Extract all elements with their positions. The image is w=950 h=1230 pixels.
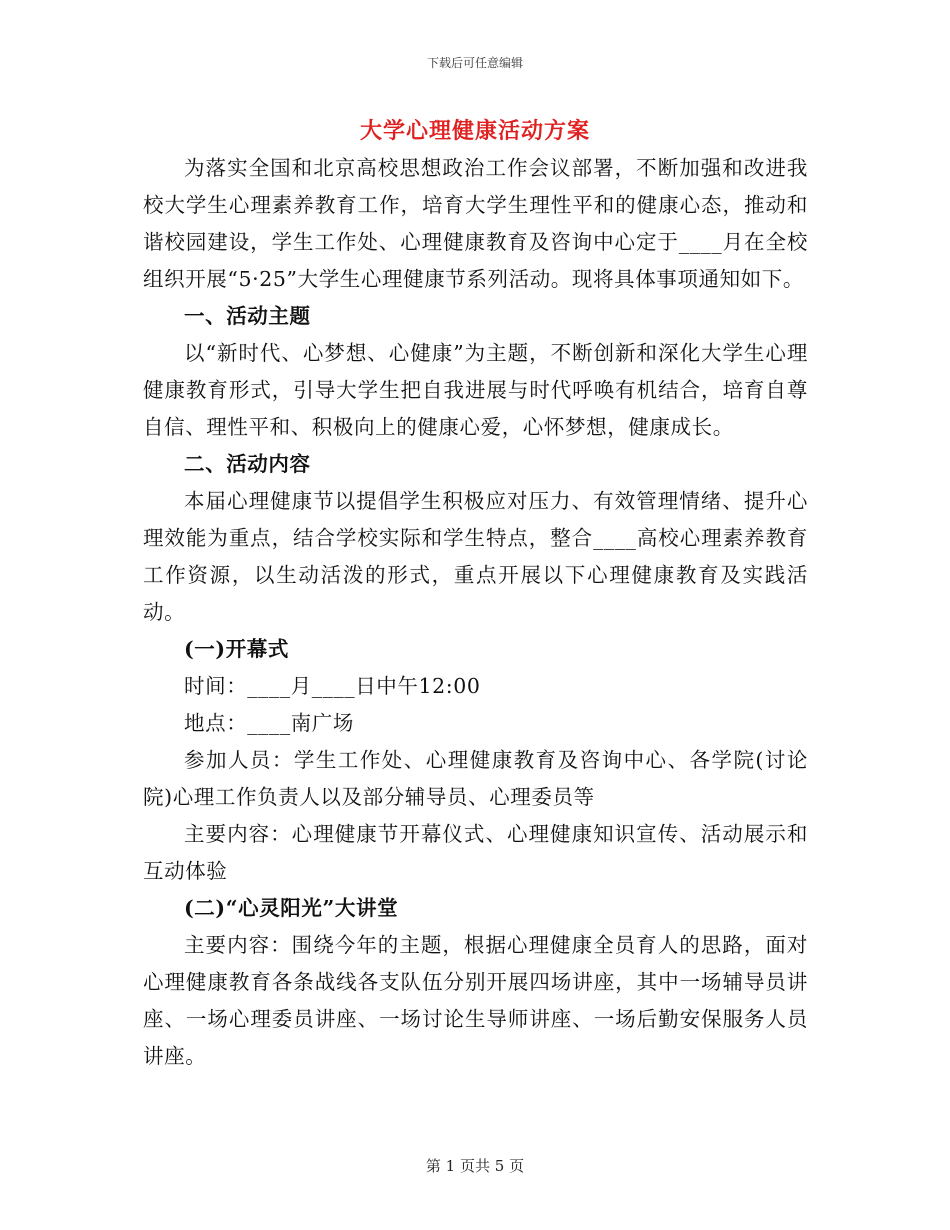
header-note: 下载后可任意编辑 (426, 56, 523, 70)
opening-time: 时间：____月____日中午12:00 (184, 674, 481, 698)
intro-paragraph: 为落实全国和北京高校思想政治工作会议部署，不断加强和改进我校大学生心理素养教育工作，培育大学生理性平和的健康心态，推动和谐校园建设，学生工作处、心理健康教育及咨询中心定于____月在全校组织开展“5·25”大学生心理健康节系列活动。现将具体事项通知如下。 (143, 156, 808, 291)
theme-paragraph: 以“新时代、心梦想、心健康”为主题，不断创新和深化大学生心理健康教育形式，引导大学生把自我进展与时代呼唤有机结合，培育自尊自信、理性平和、积极向上的健康心爱，心怀梦想，健康成长。 (143, 341, 808, 439)
page-footer: 第 1 页共 5 页 (425, 1157, 525, 1175)
subsection-heading-lecture: (二)“心灵阳光”大讲堂 (184, 896, 399, 920)
section-heading-content: 二、活动内容 (184, 452, 311, 476)
lecture-main-content: 主要内容：围绕今年的主题，根据心理健康全员育人的思路，面对心理健康教育各条战线各支队伍分别开展四场讲座，其中一场辅导员讲座、一场心理委员讲座、一场讨论生导师讲座、一场后勤安保服务人员讲座。 (143, 933, 808, 1068)
opening-participants: 参加人员：学生工作处、心理健康教育及咨询中心、各学院(讨论院)心理工作负责人以及部分辅导员、心理委员等 (143, 748, 808, 809)
document-title: 大学心理健康活动方案 (359, 118, 590, 144)
section-heading-theme: 一、活动主题 (184, 304, 311, 328)
content-paragraph: 本届心理健康节以提倡学生积极应对压力、有效管理情绪、提升心理效能为重点，结合学校实际和学生特点，整合____高校心理素养教育工作资源，以生动活泼的形式，重点开展以下心理健康教育及实践活动。 (143, 489, 808, 624)
subsection-heading-opening: (一)开幕式 (184, 637, 289, 661)
opening-location: 地点：____南广场 (184, 711, 354, 735)
opening-main-content: 主要内容：心理健康节开幕仪式、心理健康知识宣传、活动展示和互动体验 (143, 822, 808, 883)
document-body (143, 150, 808, 1075)
